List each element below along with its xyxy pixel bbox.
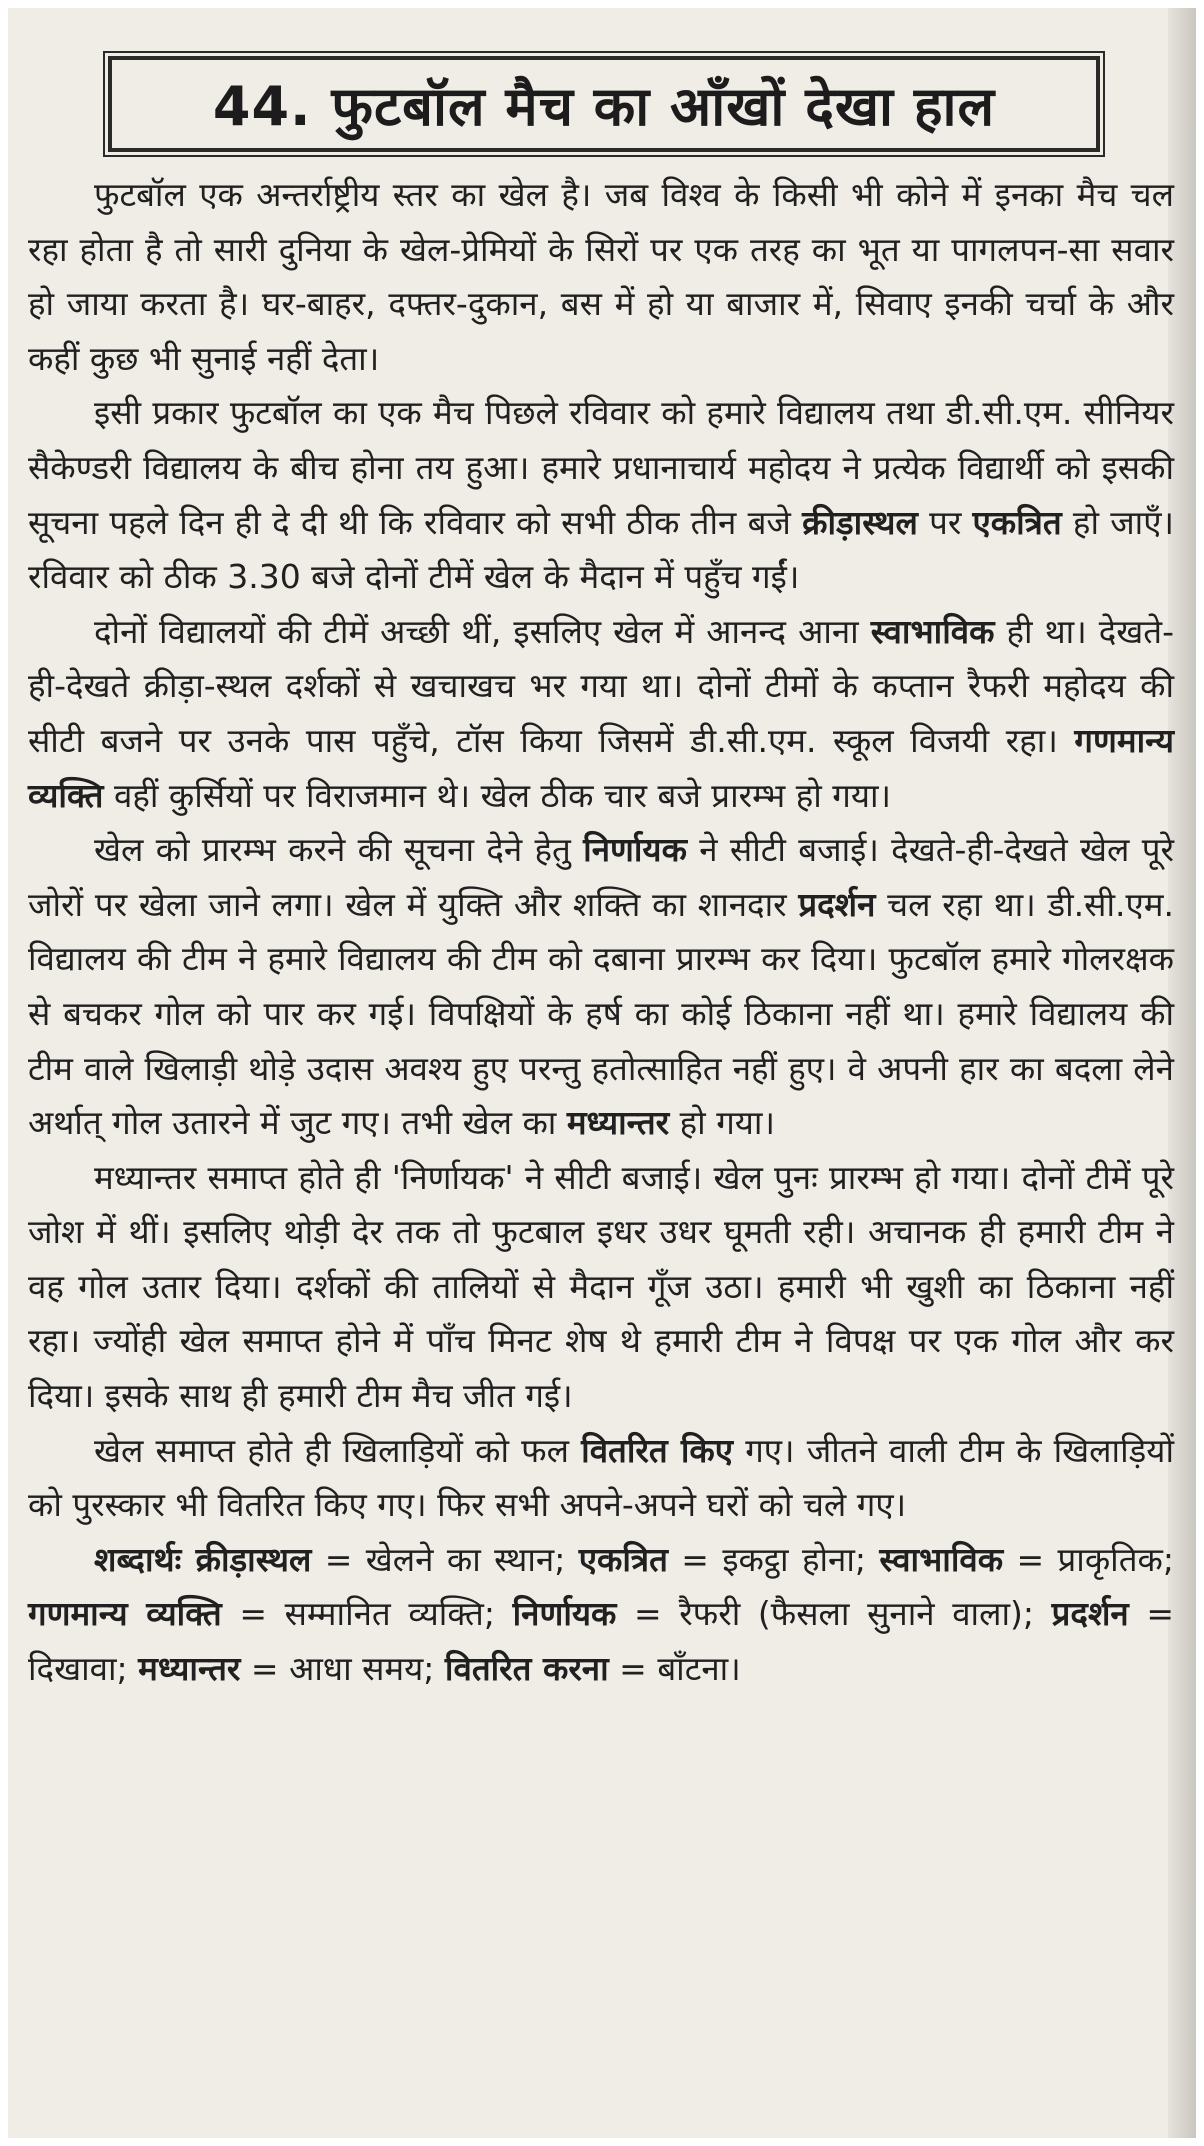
bold-term: प्रदर्शन <box>1051 1594 1129 1634</box>
bold-term: निर्णायक <box>512 1594 617 1634</box>
title-box <box>108 56 1100 152</box>
bold-term: मध्यान्तर <box>138 1649 241 1689</box>
text-run: हो गया। <box>669 1103 775 1143</box>
bold-term: स्वाभाविक <box>870 611 995 651</box>
bold-term: प्रदर्शन <box>798 884 876 924</box>
paragraph <box>28 168 1174 386</box>
paragraph <box>28 823 1174 1151</box>
text-run: = खेलने का स्थान; <box>311 1539 579 1579</box>
bold-term: वितरित किए <box>581 1430 734 1470</box>
bold-term: स्वाभाविक <box>879 1539 1004 1579</box>
page-title: 44. फुटबॉल मैच का आँखों देखा हाल <box>212 75 996 138</box>
text-run: हो जाएँ। रविवार को ठीक 3.30 बजे दोनों टीमें खेल के मैदान में पहुँच गईं। <box>28 502 1174 597</box>
glossary <box>28 1533 1174 1697</box>
text-run: दोनों विद्यालयों की टीमें अच्छी थीं, इसलिए खेल में आनन्द आना <box>94 611 871 651</box>
text-run: खेल समाप्त होते ही खिलाड़ियों को फल <box>94 1430 582 1470</box>
text-run: मध्यान्तर समाप्त होते ही 'निर्णायक' ने सीटी बजाई। खेल पुनः प्रारम्भ हो गया। दोनों टीमें पूरे जोश में थीं। इसलिए थोड़ी देर तक तो फुटबाल इधर उधर घूमती रही। अचानक ही हमारी टीम ने वह गोल उतार दिया। दर्शकों की तालियों से मैदान गूँज उठा। हमारी भी खुशी का ठिकाना नहीं रहा। ज्योंही खेल समाप्त होने में पाँच मिनट शेष थे हमारी टीम ने विपक्ष पर एक गोल और कर दिया। इसके साथ ही हमारी टीम मैच जीत गई। <box>28 1157 1174 1416</box>
text-run: चल रहा था। डी.सी.एम. विद्यालय की टीम ने हमारे विद्यालय की टीम को दबाना प्रारम्भ कर दिया। फुटबॉल हमारे गोलरक्षक से बचकर गोल को पार कर गई। विपक्षियों के हर्ष का कोई ठिकाना नहीं था। हमारे विद्यालय की टीम वाले खिलाड़ी थोड़े उदास अवश्य हुए परन्तु हतोत्साहित नहीं हुए। वे अपनी हार का बदला लेने अर्थात् गोल उतारने में जुट गए। तभी खेल का <box>28 884 1174 1143</box>
bold-term: एकत्रित <box>972 502 1062 542</box>
bold-term: निर्णायक <box>583 830 687 870</box>
bold-term: शब्दार्थः क्रीड़ास्थल <box>94 1539 312 1579</box>
text-run: खेल को प्रारम्भ करने की सूचना देने हेतु <box>94 830 584 870</box>
text-run: वहीं कुर्सियों पर विराजमान थे। खेल ठीक चार बजे प्रारम्भ हो गया। <box>103 775 892 815</box>
text-run: = इकट्ठा होना; <box>667 1539 880 1579</box>
bold-term: एकत्रित <box>578 1539 668 1579</box>
paragraph <box>28 1151 1174 1424</box>
text-run: = रैफरी (फैसला सुनाने वाला); <box>616 1594 1052 1634</box>
text-run: = प्राकृतिक; <box>1003 1539 1174 1579</box>
text-run: इसी प्रकार फुटबॉल का एक मैच पिछले रविवार को हमारे विद्यालय तथा डी.सी.एम. सीनियर सैकेण्डरी विद्यालय के बीच होना तय हुआ। हमारे प्रधानाचार्य महोदय ने प्रत्येक विद्यार्थी को इसकी सूचना पहले दिन ही दे दी थी कि रविवार को सभी ठीक तीन बजे <box>28 393 1174 542</box>
bold-term: मध्यान्तर <box>566 1103 670 1143</box>
bold-term: क्रीड़ास्थल <box>802 502 918 542</box>
bold-term: गणमान्य व्यक्ति <box>28 720 1174 815</box>
paragraph <box>28 386 1174 604</box>
text-run: फुटबॉल एक अन्तर्राष्ट्रीय स्तर का खेल है। जब विश्व के किसी भी कोने में इनका मैच चल रहा होता है तो सारी दुनिया के खेल-प्रेमियों के सिरों पर एक तरह का भूत या पागलपन-सा सवार हो जाया करता है। घर-बाहर, दफ्तर-दुकान, बस में हो या बाजार में, सिवाए इनकी चर्चा के और कहीं कुछ भी सुनाई नहीं देता। <box>28 175 1174 378</box>
scanned-page <box>8 8 1196 2138</box>
text-run: ने सीटी बजाई। देखते-ही-देखते खेल पूरे जोरों पर खेला जाने लगा। खेल में युक्ति और शक्ति का शानदार <box>28 830 1174 924</box>
paragraph <box>28 1424 1174 1533</box>
text-run: = दिखावा; <box>28 1594 1175 1689</box>
paragraph <box>28 605 1174 823</box>
text-run: पर <box>917 502 973 542</box>
text-run: ही था। देखते-ही-देखते क्रीड़ा-स्थल दर्शकों से खचाखच भर गया था। दोनों टीमों के कप्तान रैफरी महोदय की सीटी बजने पर उनके पास पहुँचे, टॉस किया जिसमें डी.सी.एम. स्कूल विजयी रहा। <box>28 611 1174 760</box>
text-run: = आधा समय; <box>240 1649 445 1689</box>
bold-term: गणमान्य व्यक्ति <box>28 1594 222 1634</box>
text-run: = बाँटना। <box>608 1649 741 1689</box>
essay-body <box>28 168 1174 1697</box>
text-run: गए। जीतने वाली टीम के खिलाड़ियों को पुरस्कार भी वितरित किए गए। फिर सभी अपने-अपने घरों को चले गए। <box>28 1430 1174 1525</box>
bold-term: वितरित करना <box>444 1649 609 1689</box>
text-run: = सम्मानित व्यक्ति; <box>221 1594 513 1634</box>
